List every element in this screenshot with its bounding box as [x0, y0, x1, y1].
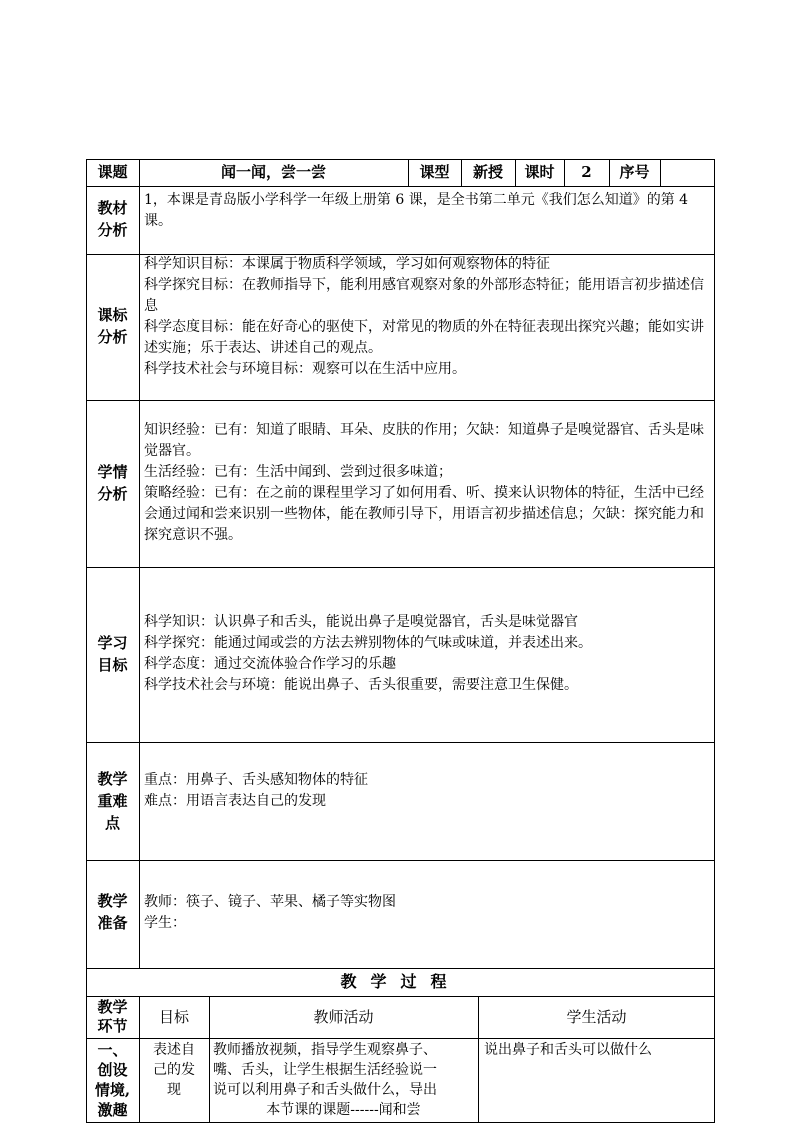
process-row-student: 说出鼻子和舌头可以做什么 — [484, 1042, 652, 1058]
textbook-label: 教材 分析 — [97, 199, 128, 239]
row-divider — [86, 860, 715, 861]
process-title: 教学过程 — [340, 972, 461, 991]
row-divider — [86, 1038, 715, 1039]
textbook-content: 1，本课是青岛版小学科学一年级上册第 6 课，是全书第二单元《我们怎么知道》的第 4 课。 — [144, 192, 689, 229]
row-divider — [86, 567, 715, 568]
topic-value: 闻一闻，尝一尝 — [220, 163, 326, 181]
keypoints-label: 教学 重难 点 — [97, 770, 128, 832]
row-divider — [86, 186, 715, 187]
process-row-stage: 一、 创设 情境, 激趣 — [94, 1041, 131, 1119]
serial-label: 序号 — [619, 163, 650, 181]
learners-content: 知识经验：已有：知道了眼睛、耳朵、皮肤的作用；欠缺：知道鼻子是嗅觉器官、舌头是味觉器官。 生活经验：已有：生活中闻到、尝到过很多味道； 策略经验：已有：在之前的课程里学习了如何用看、听、摸来认识物体的特征，生活中已经会通过闻和尝来识别一些物体，能在教师引导下，用语言初步描述信息；欠缺：探究能力和探究意识不强。 — [144, 422, 704, 543]
goals-label: 学习 目标 — [97, 634, 128, 674]
goals-content: 科学知识：认识鼻子和舌头，能说出鼻子是嗅觉器官，舌头是味觉器官 科学探究：能通过闻或尝的方法去辨别物体的气味或味道，并表述出来。 科学态度：通过交流体验合作学习的乐趣 科学技术社会与环境：能说出鼻子、舌头很重要，需要注意卫生保健。 — [144, 614, 592, 693]
process-row-goal: 表述自 己的发 现 — [153, 1042, 195, 1098]
curriculum-label: 课标 分析 — [97, 306, 128, 346]
topic-label: 课题 — [97, 163, 128, 181]
row-divider — [86, 400, 715, 401]
process-student-header: 学生活动 — [566, 1008, 627, 1026]
preparation-label: 教学 准备 — [97, 892, 128, 932]
row-divider — [86, 742, 715, 743]
type-value: 新授 — [472, 163, 503, 181]
process-stage-header: 教学 环节 — [97, 998, 128, 1035]
keypoints-content: 重点：用鼻子、舌头感知物体的特征 难点：用语言表达自己的发现 — [144, 772, 368, 809]
curriculum-content: 科学知识目标：本课属于物质科学领域，学习如何观察物体的特征 科学探究目标：在教师指导下，能利用感官观察对象的外部形态特征；能用语言初步描述信息 科学态度目标：能在好奇心的驱使下，对常见的物质的外在特征表现出探究兴趣；能如实讲述实施；乐于表达、讲述自己的观点。 科学技术社会与环境目标：观察可以在生活中应用。 — [144, 256, 704, 377]
type-label: 课型 — [419, 163, 450, 181]
process-goal-header: 目标 — [158, 1008, 189, 1026]
learners-label: 学情 分析 — [97, 463, 128, 503]
process-row-teacher: 教师播放视频，指导学生观察鼻子、 嘴、舌头，让学生根据生活经验说一 说可以利用鼻子和舌头做什么，导出 本节课的课题------闻和尝 — [213, 1042, 437, 1118]
preparation-content: 教师：筷子、镜子、苹果、橘子等实物图 学生： — [144, 894, 396, 931]
serial-value — [660, 159, 715, 186]
hours-value: 2 — [581, 163, 592, 181]
process-teacher-header: 教师活动 — [313, 1008, 374, 1026]
hours-label: 课时 — [524, 163, 555, 181]
